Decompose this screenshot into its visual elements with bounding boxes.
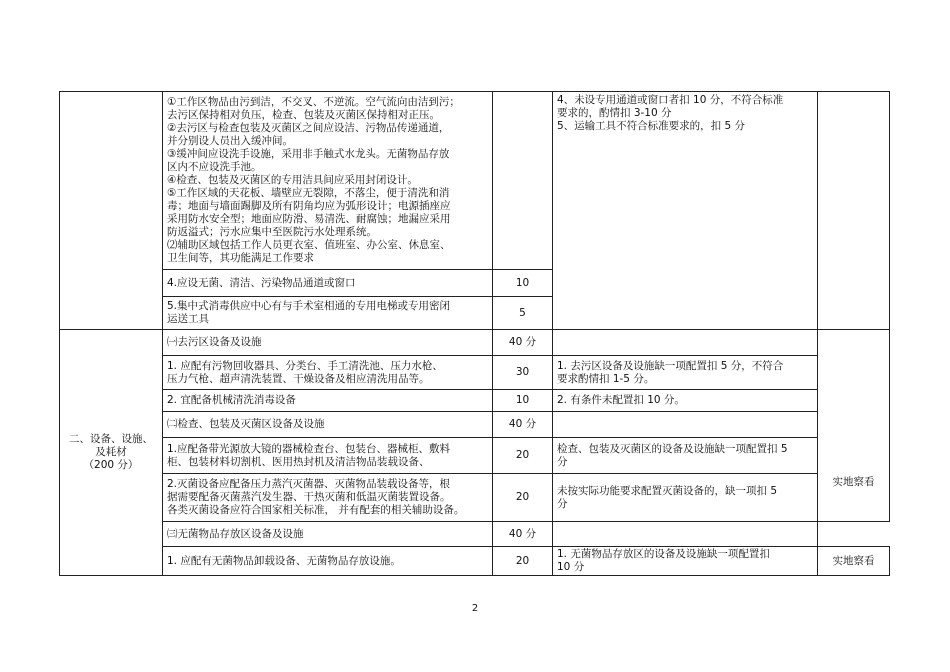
score-cell: 20	[493, 547, 553, 576]
score-cell: 10	[493, 270, 553, 297]
text-line: 防返溢式；污水应集中至医院污水处理系统。	[167, 226, 377, 238]
text-line: ①工作区物品由污到洁，不交叉、不逆流。空气流向由洁到污；	[167, 96, 460, 108]
score-cell: 20	[493, 438, 553, 474]
standard-cell: 1. 应配有无菌物品卸载设备、无菌物品存放设施。	[163, 547, 493, 576]
text-line: 各类灭菌设备应符合国家相关标准， 并有配套的相关辅助设备。	[167, 504, 465, 516]
deduction-cell	[553, 356, 818, 390]
method-cell-empty	[818, 330, 890, 522]
section-title: ㈠去污区设备及设施	[163, 330, 493, 356]
deduction-cell-empty	[553, 412, 818, 438]
text-line: 分	[557, 455, 568, 468]
section-title: ㈡检查、包装及灭菌区设备及设施	[163, 412, 493, 438]
text-line: 5、运输工具不符合标准要求的，扣 5 分	[557, 120, 746, 132]
text-line: 要求的，酌情扣 3-10 分	[557, 107, 672, 119]
text-line: 柜、包装材料切割机、医用热封机及清洁物品装载设备、	[167, 455, 430, 468]
section-score: 40 分	[493, 330, 553, 356]
text-line: ⑤工作区域的天花板、墙壁应无裂隙，不落尘，便于清洗和消	[167, 187, 450, 199]
text-line: 2.灭菌设备应配备压力蒸汽灭菌器、灭菌物品装载设备等，根	[167, 478, 451, 490]
deduction-cell-empty	[553, 330, 818, 356]
table-row	[60, 356, 890, 390]
table-row	[60, 438, 890, 474]
score-cell: 20	[493, 474, 553, 522]
text-line: 卫生间等，其功能满足工作要求	[167, 252, 314, 264]
text-line: 压力气枪、超声清洗装置、干燥设备及相应清洗用品等。	[167, 372, 430, 385]
text-line: 据需要配备灭菌蒸汽发生器、干热灭菌和低温灭菌装置设备。	[167, 491, 451, 503]
section-row	[60, 412, 890, 438]
category-cell-empty	[60, 92, 163, 330]
score-cell-empty	[493, 92, 553, 270]
deduction-cell: 2. 有条件未配置扣 10 分。	[553, 390, 818, 412]
method-cell-empty	[818, 92, 890, 330]
standard-cell	[163, 474, 493, 522]
page-number: 2	[471, 603, 479, 614]
standard-cell	[163, 356, 493, 390]
text-line: 去污区保持相对负压，检查、包装及灭菌区保持相对正压。	[167, 109, 440, 121]
standard-cell	[163, 297, 493, 330]
category-label: 二、设备、设施、	[69, 433, 153, 445]
deduction-cell	[553, 92, 818, 330]
score-cell: 5	[493, 297, 553, 330]
text-line: 并分别设人员出入缓冲间。	[167, 135, 293, 147]
text-line: 要求酌情扣 1-5 分。	[557, 372, 655, 385]
text-line: ③缓冲间应设洗手设施，采用非手触式水龙头。无菌物品存放	[167, 148, 450, 160]
table-row	[60, 92, 890, 270]
text-line: 分	[557, 497, 568, 510]
text-line: 区内不应设洗手池。	[167, 161, 262, 173]
category-label: 及耗材	[95, 446, 127, 458]
standard-cell	[163, 438, 493, 474]
text-line: ②去污区与检查包装及灭菌区之间应设洁、污物品传递通道，	[167, 122, 450, 134]
text-line: 检查、包装及灭菌区的设备及设施缺一项配置扣 5	[557, 442, 788, 455]
text-line: ④检查、包装及灭菌区的专用洁具间应采用封闭设计。	[167, 174, 418, 186]
method-cell: 实地察看	[818, 547, 890, 576]
text-line: 5.集中式消毒供应中心有与手术室相通的专用电梯或专用密闭	[167, 300, 451, 312]
text-line: ⑵辅助区域包括工作人员更衣室、值班室、办公室、休息室、	[167, 239, 451, 251]
text-line: 1. 无菌物品存放区的设备及设施缺一项配置扣	[557, 548, 770, 560]
inspection-standards-table	[59, 91, 890, 576]
category-cell	[60, 330, 163, 576]
text-line: 10 分	[557, 561, 585, 573]
text-line: 运送工具	[167, 313, 209, 325]
table-row	[60, 474, 890, 522]
score-cell: 10	[493, 390, 553, 412]
text-line: 采用防水安全型；地面应防滑、易清洗、耐腐蚀；地漏应采用	[167, 213, 451, 225]
text-line: 1.应配备带光源放大镜的器械检查台、包装台、器械柜、敷料	[167, 442, 451, 455]
text-line: 1. 应配有污物回收器具、分类台、手工清洗池、压力水枪、	[167, 359, 443, 372]
text-line: 1. 去污区设备及设施缺一项配置扣 5 分，不符合	[557, 359, 784, 372]
section-score: 40 分	[493, 412, 553, 438]
standard-cell: 2. 宜配备机械清洗消毒设备	[163, 390, 493, 412]
section-title: ㈢无菌物品存放区设备及设施	[163, 522, 493, 547]
method-label-sub2: 实地察看	[818, 476, 889, 489]
text-line: 4、未设专用通道或窗口者扣 10 分，不符合标准	[557, 94, 784, 106]
category-score: （200 分）	[83, 459, 139, 471]
text-line: 未按实际功能要求配置灭菌设备的，缺一项扣 5	[557, 484, 778, 497]
standard-cell	[163, 92, 493, 270]
standard-cell: 4.应设无菌、清洁、污染物品通道或窗口	[163, 270, 493, 297]
section-score: 40 分	[493, 522, 553, 547]
deduction-cell	[553, 474, 818, 522]
deduction-cell	[553, 438, 818, 474]
section-row	[60, 522, 890, 547]
table-row	[60, 390, 890, 412]
deduction-cell	[553, 547, 818, 576]
score-cell: 30	[493, 356, 553, 390]
deduction-cell-empty	[553, 522, 818, 547]
section-row	[60, 330, 890, 356]
table-row	[60, 547, 890, 576]
text-line: 毒；地面与墙面踢脚及所有阴角均应为弧形设计；电源插座应	[167, 200, 451, 212]
